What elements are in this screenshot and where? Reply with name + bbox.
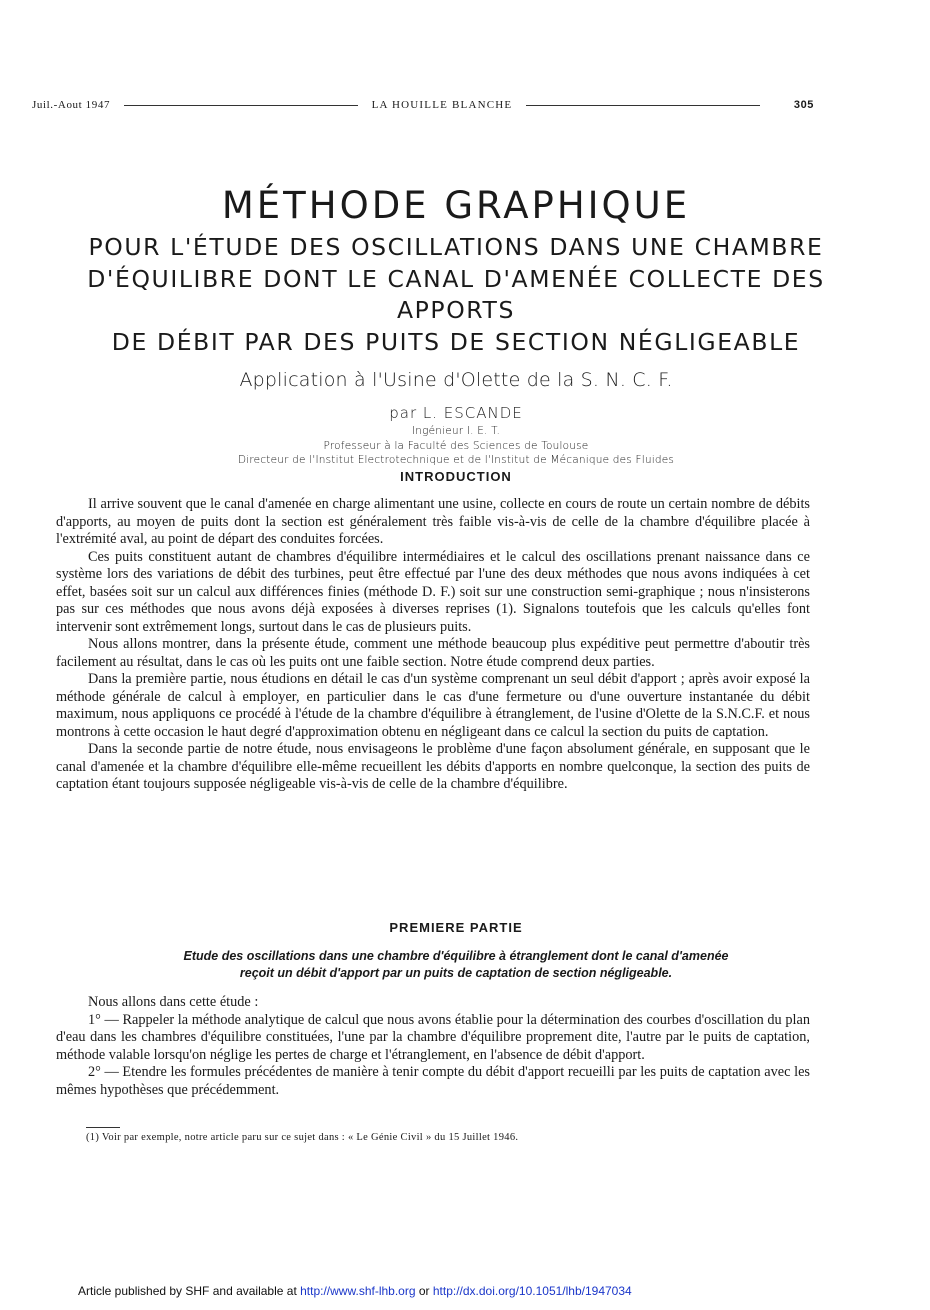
part-one-paragraph-3: 2° — Etendre les formules précédentes de manière à tenir compte du débit d'apport recueilli par les puits de captation avec les mêmes hypothèses que précédemment. [56, 1064, 810, 1098]
part-one-heading: PREMIERE PARTIE [389, 920, 523, 935]
part-one-subheading [60, 948, 852, 982]
shf-link[interactable]: http://www.shf-lhb.org [300, 1284, 416, 1298]
affiliation-1: Ingénieur I. E. T. [411, 425, 501, 437]
author-line: par L. ESCANDE [389, 404, 523, 422]
subtitle-line-1: POUR L'ÉTUDE DES OSCILLATIONS DANS UNE CHAMBRE [88, 233, 824, 261]
part-one-paragraph-2: 1° — Rappeler la méthode analytique de calcul que nous avons établie pour la détermination des courbes d'oscillation du plan d'eau dans les chambres d'équilibre constituées, l'une par la chambre d'équilibre proprement dite, l'autre par le puits de captation, méthode valable lorsqu'on néglige les pertes de charge et l'étranglement, en l'absence de débit d'apport. [56, 1011, 810, 1063]
application-line: Application à l'Usine d'Olette de la S. N. C. F. [239, 369, 673, 391]
subtitle-line-2: D'ÉQUILIBRE DONT LE CANAL D'AMENÉE COLLECTE DES APPORTS [87, 264, 825, 324]
running-header [32, 96, 814, 114]
part-one-subheading-line-1: Etude des oscillations dans une chambre d'équilibre à étranglement dont le canal d'amenée [183, 949, 729, 963]
publication-prefix: Article published by SHF and available at [78, 1284, 301, 1298]
publication-note [78, 1284, 918, 1298]
part-one-paragraph-1: Nous allons dans cette étude : [88, 994, 259, 1010]
footnote-rule [86, 1127, 120, 1128]
publication-middle: or [415, 1284, 433, 1298]
page-number: 305 [793, 99, 815, 111]
title-block [48, 182, 864, 468]
part-one-body [56, 994, 810, 1099]
header-rule-right [526, 105, 760, 106]
subtitle-line-3: DE DÉBIT PAR DES PUITS DE SECTION NÉGLIGEABLE [111, 327, 801, 356]
intro-paragraph-1: Il arrive souvent que le canal d'amenée en charge alimentant une usine, collecte en cours de route un certain nombre de débits d'apports, au moyen de puits dont la section est généralement très faible vis-à-vis de celle de la chambre d'équilibre placée à l'extrémité aval, au point de départ des conduites forcées. [56, 496, 810, 547]
part-one-subheading-line-2: reçoit un débit d'apport par un puits de captation de section négligeable. [239, 966, 673, 980]
header-rule-left [124, 105, 358, 106]
introduction-body [56, 496, 810, 794]
issue-date: Juil.-Aout 1947 [32, 99, 111, 111]
journal-name: LA HOUILLE BLANCHE [371, 99, 513, 111]
introduction-heading: INTRODUCTION [400, 469, 512, 484]
doi-link[interactable]: http://dx.doi.org/10.1051/lhb/1947034 [432, 1284, 632, 1298]
affiliation-2: Professeur à la Faculté des Sciences de Toulouse [323, 439, 589, 452]
affiliation-3: Directeur de l'Institut Electrotechnique et de l'Institut de Mécanique des Fluides [237, 454, 675, 466]
intro-paragraph-2: Ces puits constituent autant de chambres d'équilibre intermédiaires et le calcul des oscillations prenant naissance dans ce système lors des variations de débit des turbines, peut être effectué par l'une des deux méthodes que nous avons indiquées à cet effet, basées soit sur un calcul aux différences finies (méthode D. F.) soit sur une construction semi-graphique ; nous n'insisterons pas sur ces méthodes que nous avons déjà exposées à diverses reprises (1). Signalons toutefois que les calculs qu'elles font intervenir sont extrêmement longs, surtout dans le cas de plusieurs puits. [56, 548, 810, 635]
footnote: (1) Voir par exemple, notre article paru sur ce sujet dans : « Le Génie Civil » du 15 Juillet 1946. [86, 1132, 519, 1143]
intro-paragraph-5: Dans la seconde partie de notre étude, nous envisageons le problème d'une façon absolument générale, en supposant que le canal d'amenée et la chambre d'équilibre elle-même recueillent les débits d'apports en nombre quelconque, la section des puits de captation étant toujours supposée négligeable vis-à-vis de celle de la chambre d'équilibre. [56, 741, 810, 792]
intro-paragraph-4: Dans la première partie, nous étudions en détail le cas d'un système comprenant un seul débit d'apport ; après avoir exposé la méthode générale de calcul à employer, en particulier dans le cas d'une fermeture ou d'une ouverture instantanée du débit maximum, nous appliquons ce procédé à l'étude de la chambre d'équilibre à étranglement, de l'usine d'Olette de la S.N.C.F. et nous montrons à cette occasion le haut degré d'approximation obtenu en négligeant dans ce calcul la section du puits de captation. [56, 671, 810, 740]
intro-paragraph-3: Nous allons montrer, dans la présente étude, comment une méthode beaucoup plus expéditive peut permettre d'aboutir très facilement au résultat, dans le cas où les puits ont une faible section. Notre étude comprend deux parties. [56, 636, 810, 670]
main-title: MÉTHODE GRAPHIQUE [221, 184, 691, 227]
